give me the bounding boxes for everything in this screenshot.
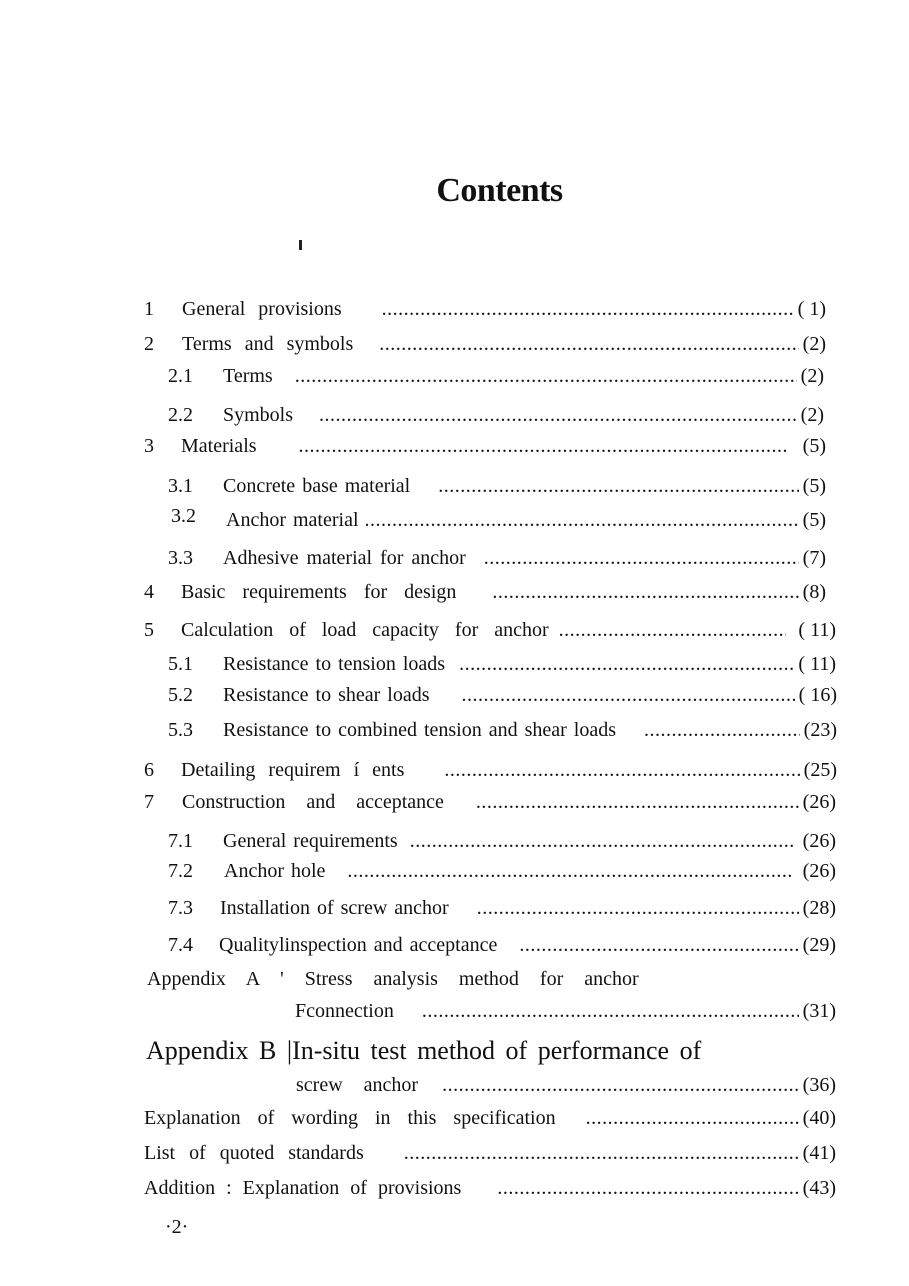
toc-label: Installation of screw anchor (220, 897, 449, 919)
page-title: Contents (436, 172, 563, 209)
toc-label: Anchor hole (224, 860, 326, 882)
toc-page: (36) (802, 1074, 836, 1096)
toc-number: 5 (144, 619, 154, 641)
toc-page: (25) (803, 759, 837, 781)
toc-number: 3.2 (171, 505, 196, 527)
appendix-a-title[interactable]: Appendix A ' Stress analysis method for anchor (147, 968, 639, 990)
toc-page: (41) (802, 1142, 836, 1164)
page-number: ·2· (165, 1216, 189, 1238)
toc-leader (410, 830, 793, 853)
toc-number: 5.2 (168, 684, 193, 706)
toc-entry-7-2[interactable] (168, 860, 836, 883)
toc-page: ( 11) (798, 653, 836, 675)
toc-page: (5) (802, 509, 826, 531)
toc-number: 2.1 (168, 365, 193, 387)
toc-leader (295, 365, 797, 388)
toc-number: 2.2 (168, 404, 193, 426)
toc-leader (444, 759, 799, 782)
toc-label: Qualitylinspection and acceptance (219, 934, 498, 956)
toc-number: 5.1 (168, 653, 193, 675)
toc-number: 1 (144, 298, 154, 320)
toc-label: General requirements (223, 830, 398, 852)
toc-number: 6 (144, 759, 154, 781)
toc-number: 2 (144, 333, 154, 355)
toc-label: Explanation of wording in this specification (144, 1107, 556, 1129)
toc-entry-3-2[interactable] (171, 505, 826, 532)
toc-leader (559, 619, 787, 642)
toc-leader (586, 1107, 799, 1130)
toc-page: (5) (802, 435, 826, 457)
toc-number: 3.1 (168, 475, 193, 497)
toc-page: (31) (802, 1000, 836, 1022)
toc-entry-5[interactable] (144, 619, 836, 642)
toc-page: (2) (802, 333, 826, 355)
toc-page: (26) (802, 860, 836, 882)
toc-leader (477, 897, 799, 920)
toc-number: 7.4 (168, 934, 193, 956)
toc-label: Construction and acceptance (182, 791, 444, 813)
toc-entry-7-4[interactable] (168, 934, 836, 957)
toc-page: ( 11) (798, 619, 836, 641)
appendix-b-entry[interactable] (296, 1074, 836, 1097)
toc-entry-5-3[interactable] (168, 719, 837, 742)
toc-page: (28) (802, 897, 836, 919)
toc-label: Terms (223, 365, 273, 387)
toc-label: Calculation of load capacity for anchor (181, 619, 549, 641)
back-matter-entry-2[interactable] (144, 1142, 836, 1165)
toc-label: General provisions (182, 298, 342, 320)
toc-leader (382, 298, 794, 321)
appendix-b-title[interactable]: Appendix B |In-situ test method of performance of (146, 1036, 702, 1065)
toc-leader (476, 791, 799, 814)
toc-leader (519, 934, 798, 957)
toc-leader (462, 684, 795, 707)
toc-label: Resistance to combined tension and shear loads (223, 719, 617, 741)
toc-entry-4[interactable] (144, 581, 826, 604)
toc-entry-2-2[interactable] (168, 404, 824, 427)
toc-leader (644, 719, 800, 742)
toc-number: 5.3 (168, 719, 193, 741)
toc-leader (492, 581, 798, 604)
toc-label: List of quoted standards (144, 1142, 364, 1164)
toc-leader (438, 475, 798, 498)
toc-entry-6[interactable] (144, 759, 837, 782)
back-matter-entry-1[interactable] (144, 1107, 836, 1130)
toc-page: ( 16) (798, 684, 837, 706)
toc-leader (442, 1074, 799, 1097)
toc-number: 7.3 (168, 897, 193, 919)
toc-entry-7-1[interactable] (168, 830, 836, 853)
toc-leader (404, 1142, 799, 1165)
toc-label: Detailing requirem í ents (181, 759, 405, 781)
toc-entry-5-1[interactable] (168, 653, 836, 676)
toc-page: (5) (802, 475, 826, 497)
toc-entry-3-3[interactable] (168, 547, 826, 570)
toc-leader (319, 404, 797, 427)
toc-leader (484, 547, 799, 570)
toc-label: Adhesive material for anchor (223, 547, 466, 569)
toc-entry-2-1[interactable] (168, 365, 824, 388)
toc-leader (497, 1177, 798, 1200)
toc-label: Materials (181, 435, 257, 457)
toc-number: 3.3 (168, 547, 193, 569)
toc-page: (7) (802, 547, 826, 569)
toc-entry-7-3[interactable] (168, 897, 836, 920)
toc-entry-1[interactable] (144, 298, 826, 321)
toc-label: screw anchor (296, 1074, 419, 1096)
toc-page: (26) (802, 830, 836, 852)
toc-number: 3 (144, 435, 154, 457)
toc-leader (365, 509, 799, 532)
appendix-a-entry[interactable] (295, 1000, 836, 1023)
toc-page: (2) (800, 365, 824, 387)
toc-label: Concrete base material (223, 475, 411, 497)
stray-mark (299, 240, 302, 250)
toc-label: Resistance to shear loads (223, 684, 430, 706)
toc-label: Addition : Explanation of provisions (144, 1177, 462, 1199)
toc-number: 7.1 (168, 830, 193, 852)
toc-entry-3-1[interactable] (168, 475, 826, 498)
toc-leader (347, 860, 792, 883)
toc-leader (422, 1000, 799, 1023)
back-matter-entry-3[interactable] (144, 1177, 836, 1200)
toc-label: Anchor material (226, 509, 359, 531)
toc-page: (2) (800, 404, 824, 426)
toc-leader (299, 435, 789, 458)
toc-page: (40) (802, 1107, 836, 1129)
toc-label: Basic requirements for design (181, 581, 457, 603)
toc-label: Terms and symbols (182, 333, 354, 355)
toc-entry-3[interactable] (144, 435, 826, 458)
toc-label: Symbols (223, 404, 294, 426)
toc-page: (8) (802, 581, 826, 603)
toc-number: 4 (144, 581, 154, 603)
toc-page: (43) (802, 1177, 836, 1199)
toc-page: (26) (802, 791, 836, 813)
toc-page: ( 1) (797, 298, 826, 320)
toc-page: (23) (803, 719, 837, 741)
toc-leader (459, 653, 794, 676)
toc-page: (29) (802, 934, 836, 956)
toc-number: 7 (144, 791, 154, 813)
toc-entry-2[interactable] (144, 333, 826, 356)
toc-label: Resistance to tension loads (223, 653, 446, 675)
toc-entry-5-2[interactable] (168, 684, 837, 707)
toc-label: Fconnection (295, 1000, 394, 1022)
toc-leader (379, 333, 798, 356)
toc-number: 7.2 (168, 860, 193, 882)
toc-entry-7[interactable] (144, 791, 836, 814)
